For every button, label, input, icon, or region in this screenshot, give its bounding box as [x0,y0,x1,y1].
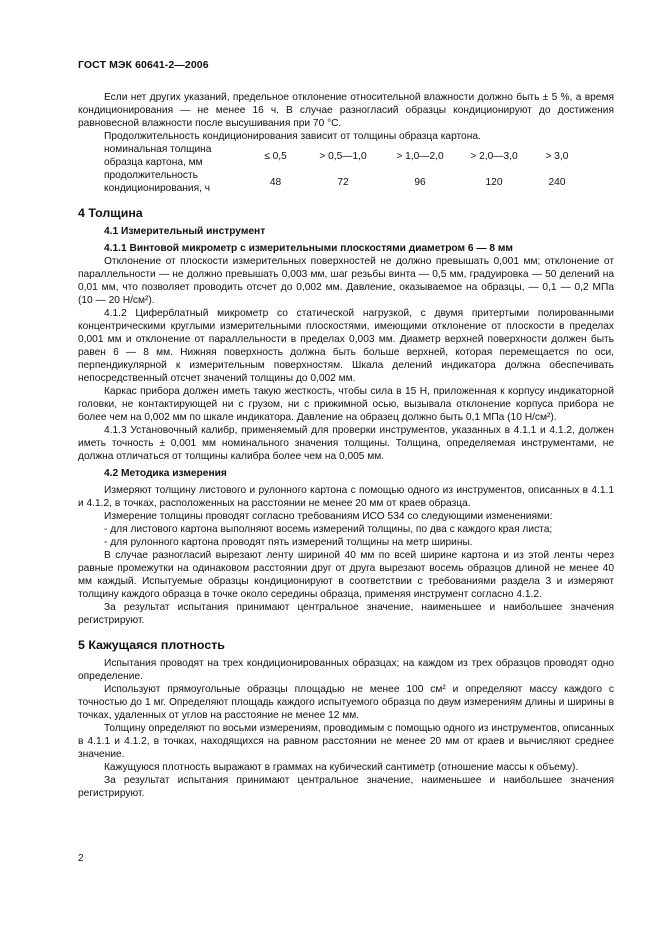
section-5-title: 5 Кажущаяся плотность [78,638,225,652]
section-4-2-list-item-1: - для листового картона выполняют восемь измерений толщины, по два с каждого края листа; [104,524,553,535]
intro-paragraph-2: Продолжительность кондиционирования зависит от толщины образца картона. [104,131,481,142]
section-5-paragraph-3: Толщину определяют по восьми измерениям, проводимым с помощью одного из инструментов, описанных в 4.1.1 и 4.1.2, в точках, находящихся на равном расстоянии не менее 20 мм от краев и вычисляют среднее значение. [78,723,614,760]
section-4-1-1-paragraph: Отклонение от плоскости измерительных поверхностей не должно превышать 0,001 мм; отклонение от параллельности — не должно превышать 0,003 мм, шаг резьбы винта — 0,5 мм, градуировка — 50 делений на 0,01 мм, что позволяет проводить отсчет до 0,002 мм. Давление, оказываемое на образцы, — 0,1 — 0,2 МПа (10 — 20 Н/см²). [78,256,614,306]
section-4-2-paragraph-1: Измеряют толщину листового и рулонного картона с помощью одного из инструментов, описанных в 4.1.1 и 4.1.2, в точках, расположенных на расстоянии не менее 20 мм от краев образца. [78,485,614,509]
document-header: ГОСТ МЭК 60641-2—2006 [78,59,209,71]
section-4-2-paragraph-6: За результат испытания принимают центральное значение, наименьшее и наибольшее значения регистрируют. [78,602,614,626]
section-4-2-paragraph-2: Измерение толщины проводят согласно требованиям ИСО 534 со следующими изменениями: [104,511,553,522]
table-cell: > 0,5—1,0 [319,150,367,162]
section-4-2-title: 4.2 Методика измерения [104,468,227,479]
section-4-2-list-item-2: - для рулонного картона проводят пять измерений толщины на метр ширины. [104,537,473,548]
table-cell: 96 [414,176,426,188]
document-body [78,91,614,800]
table-row-label: продолжительность кондиционирования, ч [104,170,211,194]
section-5-paragraph-2: Используют прямоугольные образцы площадью не менее 100 см² и определяют массу каждого с точностью до 1 мг. Определяют площадь каждого испытуемого образца по двум измерениям длины и ширины в точках, удаленных от углов на расстояние не менее 12 мм. [78,684,614,721]
table-row [104,143,583,169]
section-5-paragraph-4: Кажущуюся плотность выражают в граммах на кубический сантиметр (отношение массы к объему). [104,762,579,773]
table-cell: > 2,0—3,0 [470,150,518,162]
table-cell: 72 [337,176,349,188]
table-row-label: номинальная толщина образца картона, мм [104,144,212,168]
table-cell: 120 [485,176,503,188]
table-cell: 240 [548,176,566,188]
table-cell: > 3,0 [545,150,569,162]
section-4-1-2-paragraph-2: Каркас прибора должен иметь такую жесткость, чтобы сила в 15 Н, приложенная к корпусу индикаторной головки, не контактирующей ни с грузом, ни с прижимной осью, вызывала отклонение корпуса прибора не более чем на 0,002 мм по шкале индикатора. Давление на образец должно быть 0,1 МПа (10 Н/см²). [78,386,614,423]
table-cell: > 1,0—2,0 [396,150,444,162]
section-4-1-1-title: 4.1.1 Винтовой микрометр с измерительными плоскостями диаметром 6 — 8 мм [104,243,513,254]
table-row [104,169,583,195]
intro-paragraph-1: Если нет других указаний, предельное отклонение относительной влажности должно быть ± 5 %, а время кондиционирования — не менее 16 ч. В случае разногласий образцы кондиционируют до достижения равновесной влажности после высушивания при 70 °С. [78,92,614,129]
table-cell: ≤ 0,5 [264,150,287,162]
section-5-paragraph-1: Испытания проводят на трех кондиционированных образцах; на каждом из трех образцов проводят одно определение. [78,658,614,682]
section-5-paragraph-5: За результат испытания принимают центральное значение, наименьшее и наибольшее значения регистрируют. [78,775,614,799]
page-number: 2 [78,853,84,864]
section-4-1-2-paragraph: 4.1.2 Циферблатный микрометр со статической нагрузкой, с двумя притертыми полированными концентрическими круглыми измерительными плоскостями, имеющими отклонение от плоскости в пределах 0,001 мм и отклонение от параллельности в пределах 0,003 мм. Диаметр верхней поверхности должен быть равен 6 — 8 мм. Нижняя поверхность должна быть больше верхней, которая перемещается по оси, перпендикулярной к измерительным поверхностям. Шкала делений индикатора должна обеспечивать непосредственный отсчет значений толщины до 0,002 мм. [78,308,614,384]
section-4-1-title: 4.1 Измерительный инструмент [104,226,266,237]
section-4-1-3-paragraph: 4.1.3 Установочный калибр, применяемый для проверки инструментов, указанных в 4.1.1 и 4.1.2, должен иметь точность ± 0,001 мм номинального значения толщины. Толщина, определяемая инструментами, не должна отличаться от толщины калибра более чем на 0,005 мм. [78,425,614,462]
table-cell: 48 [269,176,282,188]
section-4-title: 4 Толщина [78,206,143,220]
conditioning-table [104,143,583,195]
section-4-2-paragraph-5: В случае разногласий вырезают ленту шириной 40 мм по всей ширине картона и из этой ленты через равные промежутки на одинаковом расстоянии друг от друга вырезают восемь образцов длиной не менее 40 мм каждый. Испытуемые образцы кондиционируют в соответствии с требованиями раздела 3 и измеряют толщину каждого образца в точке около середины образца, применяя инструмент согласно 4.1.2. [78,550,614,600]
